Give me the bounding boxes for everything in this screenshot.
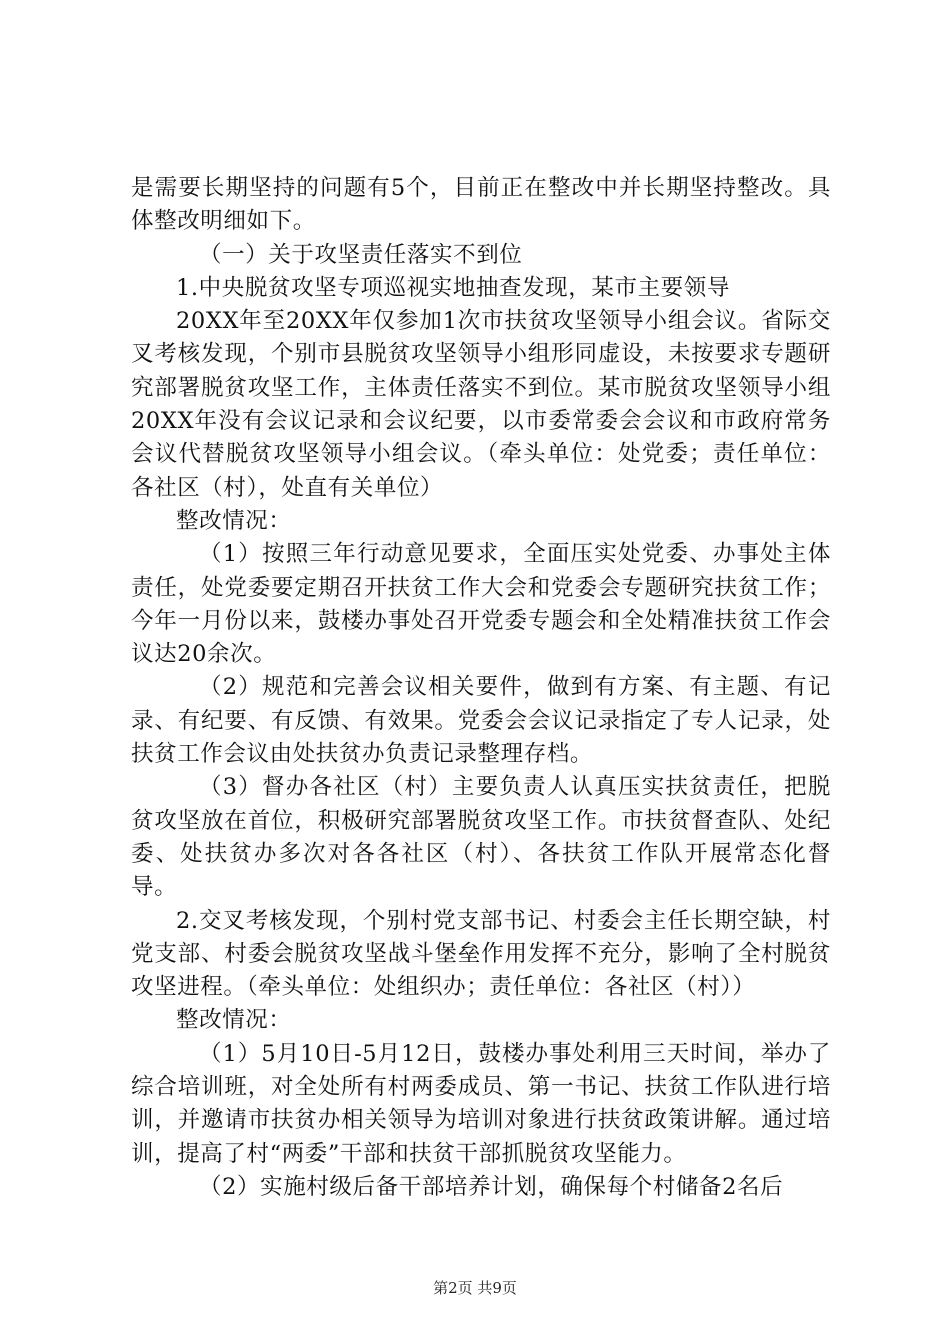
document-body (131, 172, 831, 1204)
paragraph-1: 是需要长期坚持的问题有5个，目前正在整改中并长期坚持整改。具体整改明细如下。 (131, 175, 831, 235)
paragraph-11: （1）5月10日-5月12日，鼓楼办事处利用三天时间，举办了综合培训班，对全处所有村两委成员、第一书记、扶贫工作队进行培训，并邀请市扶贫办相关领导为培训对象进行扶贫政策讲解。通过培训，提高了村“两委”干部和扶贫干部抓脱贫攻坚能力。 (131, 1040, 831, 1167)
paragraph-10: 整改情况： (176, 1007, 292, 1034)
page-footer: 第2页 共9页 (433, 1279, 517, 1297)
paragraph-7: （2）规范和完善会议相关要件，做到有方案、有主题、有记录、有纪要、有反馈、有效果。党委会会议记录指定了专人记录，处扶贫工作会议由处扶贫办负责记录整理存档。 (131, 674, 831, 768)
paragraph-9: 2.交叉考核发现，个别村党支部书记、村委会主任长期空缺，村党支部、村委会脱贫攻坚战斗堡垒作用发挥不充分，影响了全村脱贫攻坚进程。（牵头单位：处组织办；责任单位：各社区（村）） (131, 907, 831, 1001)
section-heading: （一）关于攻坚责任落实不到位 (199, 241, 523, 268)
paragraph-8: （3）督办各社区（村）主要负责人认真压实扶贫责任，把脱贫攻坚放在首位，积极研究部署脱贫攻坚工作。市扶贫督查队、处纪委、处扶贫办多次对各各社区（村）、各扶贫工作队开展常态化督导。 (131, 774, 831, 901)
paragraph-4: 20XX年至20XX年仅参加1次市扶贫攻坚领导小组会议。省际交叉考核发现，个别市县脱贫攻坚领导小组形同虚设，未按要求专题研究部署脱贫攻坚工作，主体责任落实不到位。某市脱贫攻坚领导小组20XX年没有会议记录和会议纪要，以市委常委会会议和市政府常务会议代替脱贫攻坚领导小组会议。（牵头单位：处党委；责任单位：各社区（村），处直有关单位） (131, 308, 831, 501)
paragraph-5: 整改情况： (176, 507, 292, 534)
paragraph-6: （1）按照三年行动意见要求，全面压实处党委、办事处主体责任，处党委要定期召开扶贫工作大会和党委会专题研究扶贫工作；今年一月份以来，鼓楼办事处召开党委专题会和全处精准扶贫工作会议达20余次。 (131, 541, 831, 668)
paragraph-12: （2）实施村级后备干部培养计划，确保每个村储备2名后 (199, 1173, 784, 1200)
paragraph-3: 1.中央脱贫攻坚专项巡视实地抽查发现，某市主要领导 (176, 274, 730, 301)
